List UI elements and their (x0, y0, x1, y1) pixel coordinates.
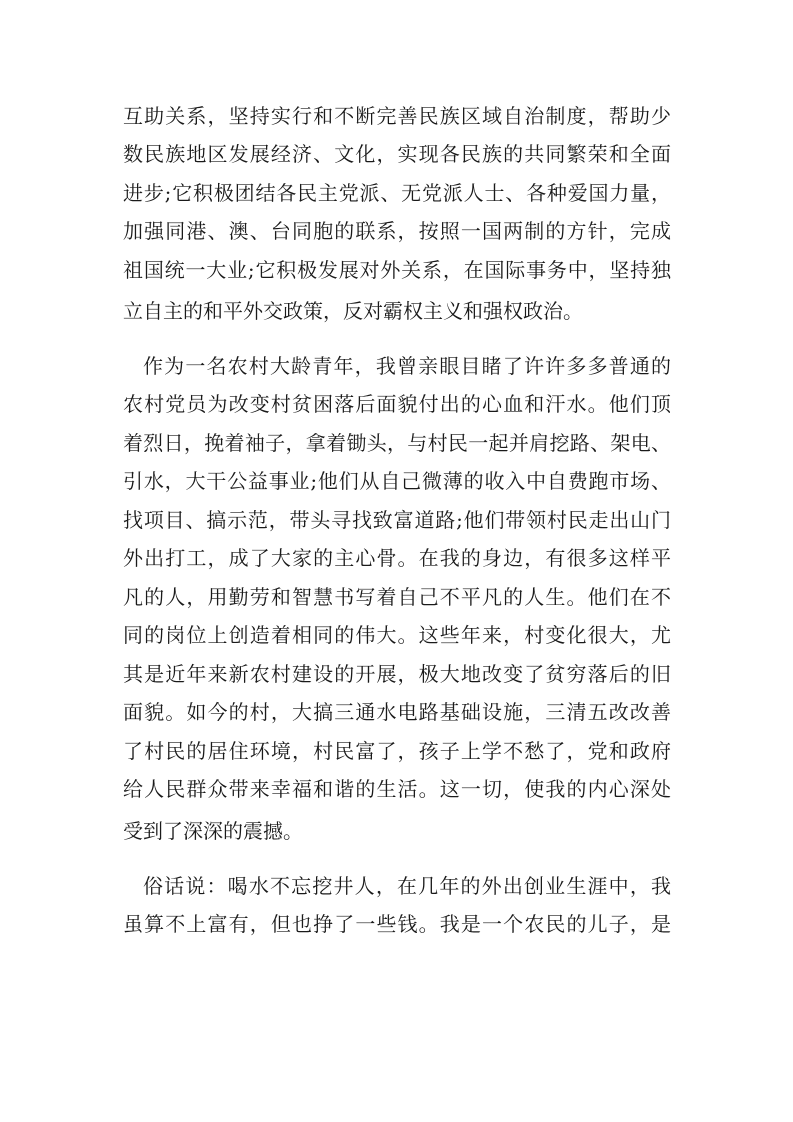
text-line: 引水，大干公益事业;他们从自己微薄的收入中自费跑市场、 (123, 469, 671, 493)
text-line: 祖国统一大业;它积极发展对外关系，在国际事务中，坚持独 (123, 258, 671, 282)
text-line: 进步;它积极团结各民主党派、无党派人士、各种爱国力量， (123, 181, 671, 205)
text-line: 互助关系，坚持实行和不断完善民族区域自治制度，帮助少 (123, 104, 671, 128)
text-line: 其是近年来新农村建设的开展，极大地改变了贫穷落后的旧 (123, 662, 671, 686)
text-line: 受到了深深的震撼。 (123, 819, 303, 843)
text-line: 找项目、搞示范，带头寻找致富道路;他们带领村民走出山门 (123, 508, 671, 532)
text-line: 作为一名农村大龄青年，我曾亲眼目睹了许许多多普通的 (143, 354, 671, 378)
text-line: 俗话说：喝水不忘挖井人，在几年的外出创业生涯中，我 (143, 874, 671, 898)
text-line: 给人民群众带来幸福和谐的生活。这一切，使我的内心深处 (123, 777, 671, 801)
text-line: 外出打工，成了大家的主心骨。在我的身边，有很多这样平 (123, 546, 671, 570)
text-line: 凡的人，用勤劳和智慧书写着自己不平凡的人生。他们在不 (123, 585, 671, 609)
text-line: 农村党员为改变村贫困落后面貌付出的心血和汗水。他们顶 (123, 392, 671, 416)
text-line: 面貌。如今的村，大搞三通水电路基础设施，三清五改改善 (123, 700, 671, 724)
text-line: 加强同港、澳、台同胞的联系，按照一国两制的方针，完成 (123, 219, 671, 243)
text-line: 同的岗位上创造着相同的伟大。这些年来，村变化很大，尤 (123, 623, 671, 647)
text-line: 数民族地区发展经济、文化，实现各民族的共同繁荣和全面 (123, 142, 671, 166)
text-line: 虽算不上富有，但也挣了一些钱。我是一个农民的儿子，是 (123, 912, 671, 936)
text-line: 着烈日，挽着袖子，拿着锄头，与村民一起并肩挖路、架电、 (123, 431, 671, 455)
text-line: 了村民的居住环境，村民富了，孩子上学不愁了，党和政府 (123, 739, 671, 763)
text-line: 立自主的和平外交政策，反对霸权主义和强权政治。 (123, 299, 583, 323)
